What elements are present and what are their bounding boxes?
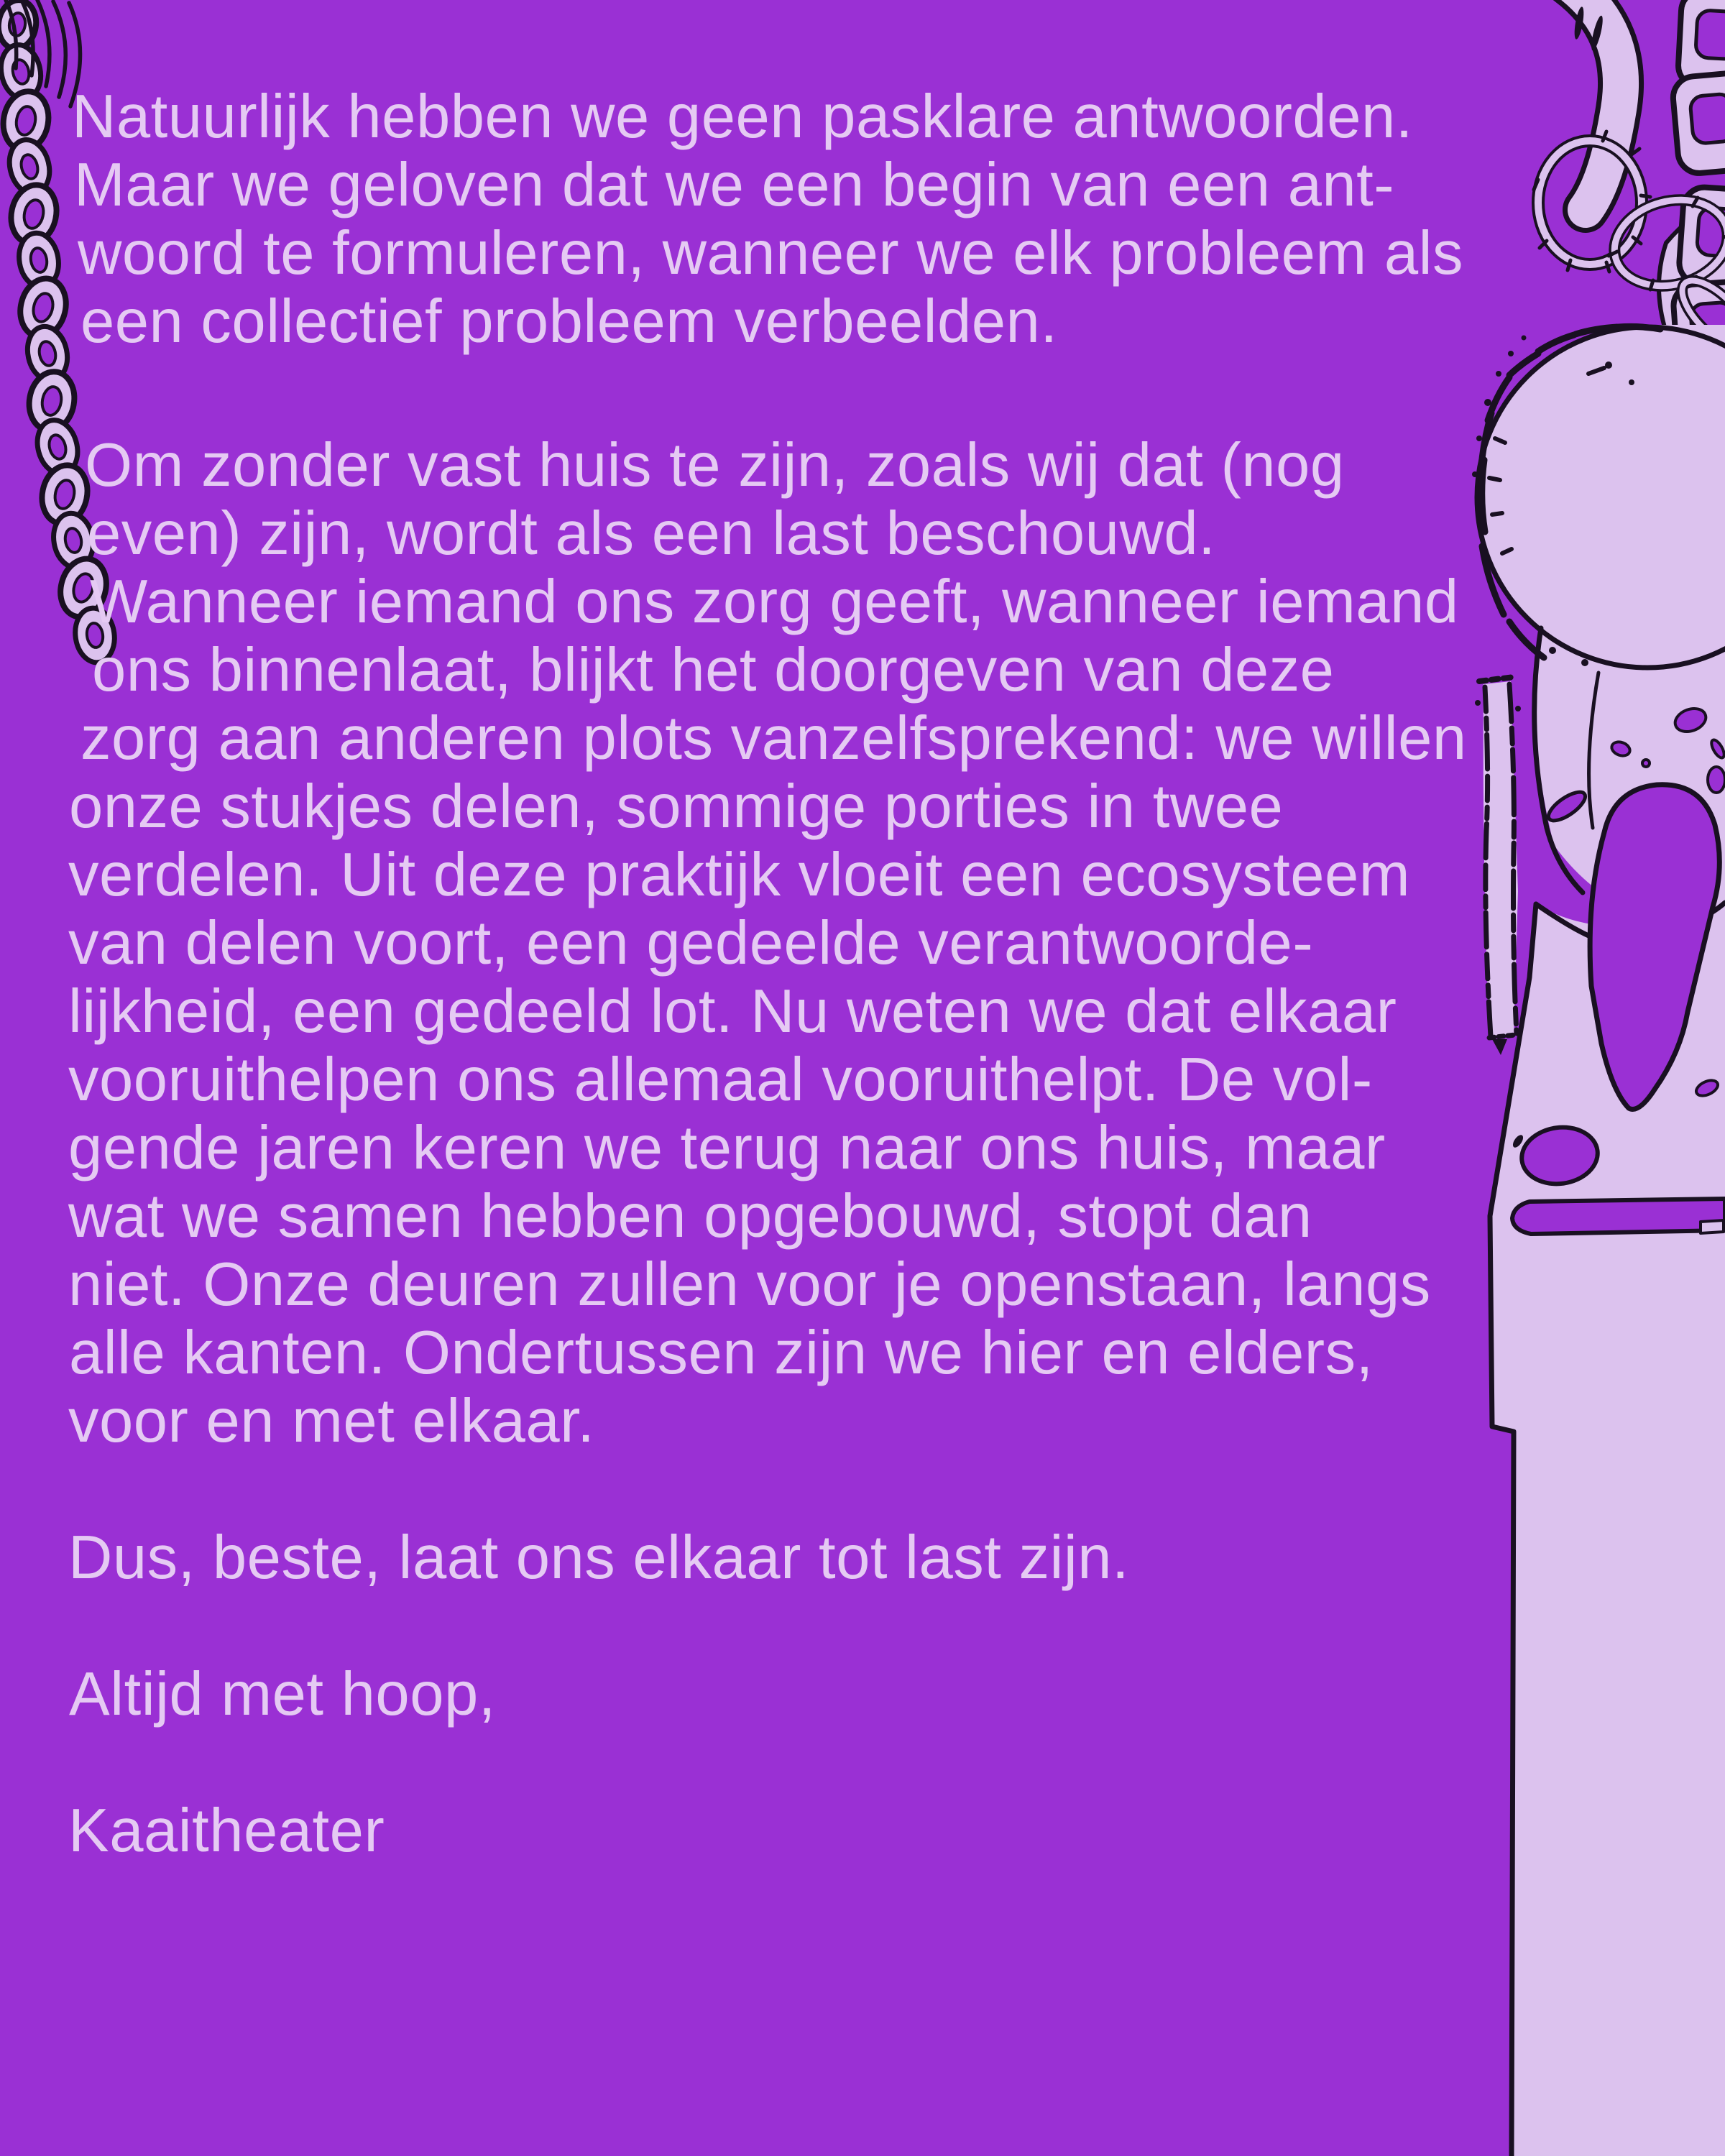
text-line: onze stukjes delen, sommige porties in twee bbox=[69, 773, 1284, 841]
text-line: even) zijn, wordt als een last beschouwd. bbox=[87, 499, 1216, 568]
text-line: ons binnenlaat, blijkt het doorgeven van deze bbox=[92, 636, 1335, 704]
paragraph-salutation bbox=[0, 1660, 1696, 1728]
text-line: gende jaren keren we terug naar ons huis, maar bbox=[68, 1114, 1386, 1182]
paragraph-closing bbox=[0, 1524, 1696, 1592]
text-line: verdelen. Uit deze praktijk vloeit een ecosysteem bbox=[68, 841, 1411, 909]
text-line: Natuurlijk hebben we geen pasklare antwoorden. bbox=[72, 83, 1413, 151]
text-line: Maar we geloven dat we een begin van een ant- bbox=[74, 151, 1395, 219]
text-line: woord te formuleren, wanneer we elk probleem als bbox=[78, 219, 1463, 287]
paragraph-intro bbox=[0, 83, 1696, 356]
text-line: Kaaitheater bbox=[68, 1797, 385, 1865]
text-line: Wanneer iemand ons zorg geeft, wanneer iemand bbox=[90, 568, 1459, 636]
text-line: Altijd met hoop, bbox=[69, 1660, 496, 1728]
text-line: lijkheid, een gedeeld lot. Nu weten we dat elkaar bbox=[68, 977, 1397, 1046]
text-line: van delen voort, een gedeelde verantwoorde- bbox=[68, 909, 1314, 977]
text-line: vooruithelpen ons allemaal vooruithelpt. De vol- bbox=[68, 1046, 1373, 1114]
paragraph-signature bbox=[0, 1797, 1696, 1865]
text-line: voor en met elkaar. bbox=[68, 1387, 595, 1455]
text-line: niet. Onze deuren zullen voor je openstaan, langs bbox=[68, 1250, 1431, 1319]
text-line: alle kanten. Ondertussen zijn we hier en elders, bbox=[69, 1319, 1374, 1387]
text-line: zorg aan anderen plots vanzelfsprekend: we willen bbox=[80, 704, 1467, 773]
text-line: Dus, beste, laat ons elkaar tot last zijn. bbox=[68, 1524, 1130, 1592]
text-line: Om zonder vast huis te zijn, zoals wij dat (nog bbox=[85, 431, 1345, 499]
text-line: een collectief probleem verbeelden. bbox=[80, 287, 1058, 356]
paragraph-body bbox=[0, 431, 1696, 1455]
text-line: wat we samen hebben opgebouwd, stopt dan bbox=[68, 1182, 1312, 1250]
